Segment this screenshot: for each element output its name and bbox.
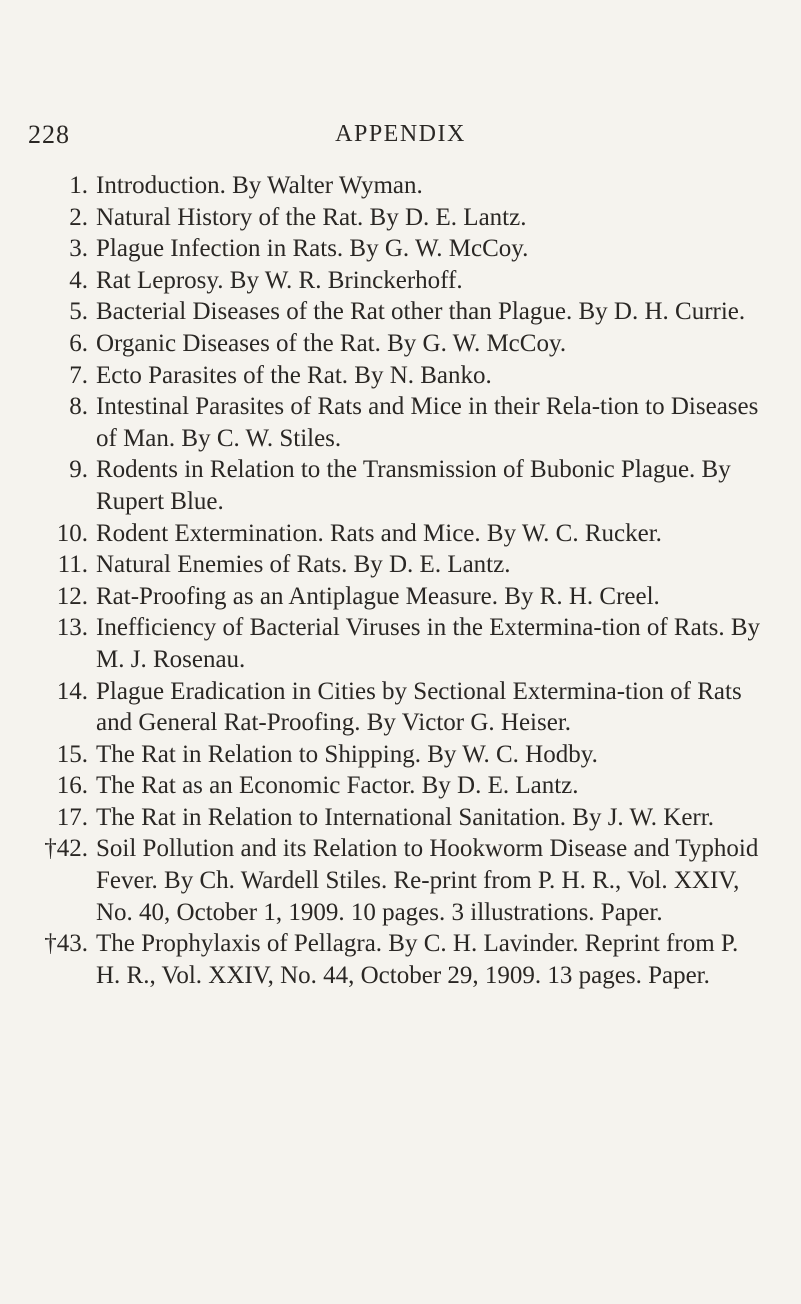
entry-text: The Prophylaxis of Pellagra. By C. H. Lavinder. Reprint from P. H. R., Vol. XXIV, No. 44, October 29, 1909. 13 pages. Paper.: [96, 930, 739, 989]
entry-text: Rodent Extermination. Rats and Mice. By W. C. Rucker.: [96, 519, 662, 547]
entry-text: Rodents in Relation to the Transmission of Bubonic Plague. By Rupert Blue.: [96, 456, 731, 515]
list-item: [0, 928, 766, 991]
entry-number: †42.: [44, 835, 88, 863]
entry-number: 15.: [56, 740, 88, 768]
list-item: [0, 676, 766, 739]
entry-number: †43.: [44, 930, 88, 958]
entry-number: 6.: [69, 329, 88, 357]
entry-text: Inefficiency of Bacterial Viruses in the Extermina-tion of Rats. By M. J. Rosenau.: [96, 614, 761, 673]
entry-number: 2.: [69, 203, 88, 231]
entry-text: Organic Diseases of the Rat. By G. W. McCoy.: [96, 329, 567, 357]
list-item: [0, 360, 766, 392]
running-head: APPENDIX: [335, 121, 466, 147]
entry-number: 12.: [56, 582, 88, 610]
entry-text: The Rat as an Economic Factor. By D. E. Lantz.: [96, 772, 579, 800]
entry-number: 7.: [69, 361, 88, 389]
entry-number: 3.: [69, 235, 88, 263]
entry-text: The Rat in Relation to International Sanitation. By J. W. Kerr.: [96, 803, 714, 831]
entry-number: 10.: [56, 519, 88, 547]
list-item: [0, 833, 766, 928]
list-item: [0, 391, 766, 454]
entry-number: 14.: [56, 677, 88, 705]
entry-text: Plague Infection in Rats. By G. W. McCoy.: [96, 235, 529, 263]
entry-text: Bacterial Diseases of the Rat other than Plague. By D. H. Currie.: [96, 298, 746, 326]
entry-number: 13.: [56, 614, 88, 642]
bibliography-list: [0, 170, 801, 991]
entry-text: Intestinal Parasites of Rats and Mice in their Rela-tion to Diseases of Man. By C. W. Stiles.: [96, 393, 759, 452]
list-item: [0, 233, 766, 265]
entry-number: 5.: [69, 298, 88, 326]
list-item: [0, 328, 766, 360]
list-item: [0, 170, 766, 202]
entry-number: 4.: [69, 266, 88, 294]
entry-number: 16.: [56, 772, 88, 800]
entry-text: Natural Enemies of Rats. By D. E. Lantz.: [96, 551, 511, 579]
list-item: [0, 454, 766, 517]
entry-number: 11.: [57, 551, 88, 579]
list-item: [0, 770, 766, 802]
list-item: [0, 296, 766, 328]
list-item: [0, 549, 766, 581]
list-item: [0, 739, 766, 771]
entry-number: 9.: [69, 456, 88, 484]
entry-text: Ecto Parasites of the Rat. By N. Banko.: [96, 361, 492, 389]
entry-text: Natural History of the Rat. By D. E. Lantz.: [96, 203, 527, 231]
list-item: [0, 265, 766, 297]
list-item: [0, 612, 766, 675]
entry-text: Rat-Proofing as an Antiplague Measure. By R. H. Creel.: [96, 582, 660, 610]
page-number: 228: [28, 120, 70, 149]
list-item: [0, 518, 766, 550]
entry-text: Soil Pollution and its Relation to Hookworm Disease and Typhoid Fever. By Ch. Wardell Stiles. Re-print from P. H. R., Vol. XXIV, No. 40, October 1, 1909. 10 pages. 3 illustrations. Paper.: [96, 835, 759, 926]
entry-number: 8.: [69, 393, 88, 421]
entry-text: The Rat in Relation to Shipping. By W. C. Hodby.: [96, 740, 598, 768]
list-item: [0, 202, 766, 234]
list-item: [0, 581, 766, 613]
entry-number: 17.: [56, 803, 88, 831]
entry-number: 1.: [69, 172, 88, 199]
entry-text: Rat Leprosy. By W. R. Brinckerhoff.: [96, 266, 463, 294]
entry-text: Introduction. By Walter Wyman.: [96, 172, 423, 199]
entry-text: Plague Eradication in Cities by Sectional Extermina-tion of Rats and General Rat-Proofing. By Victor G. Heiser.: [96, 677, 742, 737]
list-item: [0, 802, 766, 834]
